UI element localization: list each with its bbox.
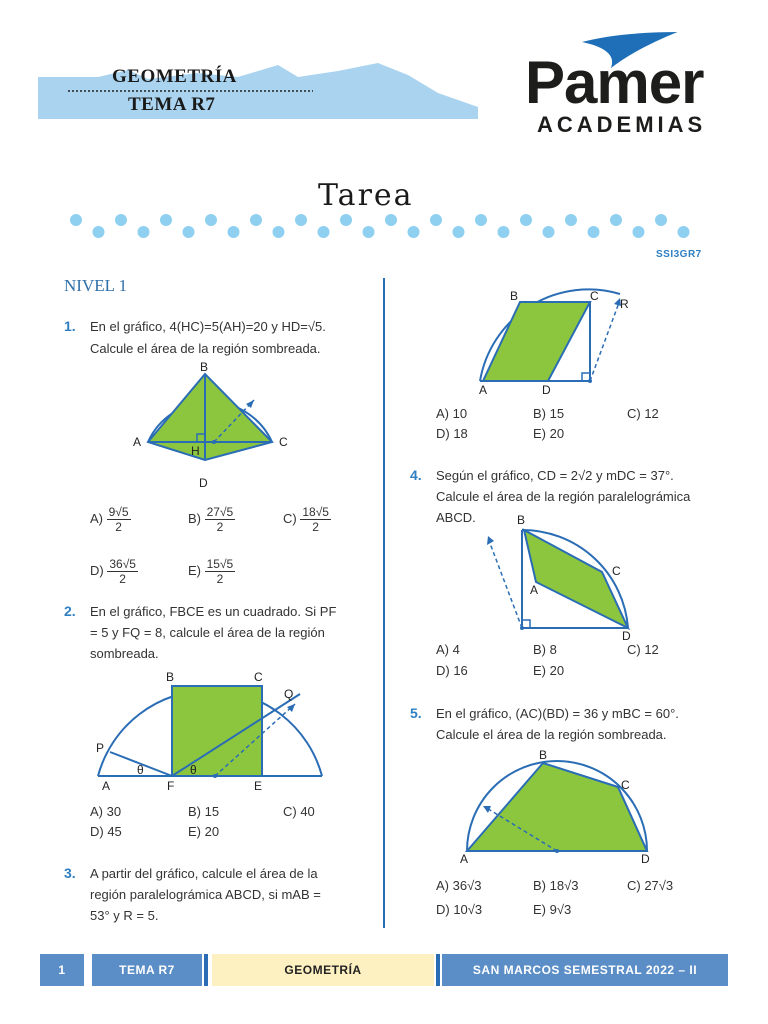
footer-page-number: 1 [40, 954, 84, 986]
footer-topic: TEMA R7 [92, 954, 202, 986]
q5-label-a: A [460, 852, 469, 866]
q3-label-a: A [479, 383, 488, 397]
decorative-dot [655, 214, 667, 226]
option[interactable]: B) $\frac{27√5}{2}$ [188, 505, 234, 534]
column-divider [383, 278, 385, 928]
option[interactable]: A) 36√3 [436, 878, 482, 893]
q1-label-d: D [199, 476, 208, 490]
decorative-dot [565, 214, 577, 226]
q2-label-a: A [102, 779, 111, 793]
option[interactable]: E) $\frac{15√5}{2}$ [188, 557, 234, 586]
nivel-heading: NIVEL 1 [64, 276, 128, 295]
question-4-text-line1: Según el gráfico, CD = 2√2 y mDC = 37°. [436, 468, 674, 483]
question-4-figure [470, 510, 640, 640]
decorative-dot [520, 214, 532, 226]
option[interactable]: D) 18 [436, 426, 468, 441]
brand-subtitle: ACADEMIAS [537, 112, 707, 137]
decorative-dot [160, 214, 172, 226]
header-subject: GEOMETRÍA [112, 66, 237, 87]
decorative-dot [610, 214, 622, 226]
q1-label-h: H [191, 444, 200, 458]
option[interactable]: D) 10√3 [436, 902, 483, 917]
option[interactable]: E) 20 [533, 426, 565, 441]
option[interactable]: D) 45 [90, 824, 122, 839]
question-1-text-line2: Calcule el área de la región sombreada. [90, 341, 321, 356]
decorative-dot [408, 226, 420, 238]
question-2-text-line2: = 5 y FQ = 8, calcule el área de la región [90, 625, 325, 640]
q2-label-e: E [254, 779, 263, 793]
option[interactable]: D) $\frac{36√5}{2}$ [90, 557, 136, 586]
question-4-text-line3: ABCD. [436, 510, 476, 525]
option[interactable]: B) 15 [533, 406, 565, 421]
q5-label-b: B [539, 748, 548, 762]
question-2-figure [90, 666, 340, 796]
option[interactable]: B) 18√3 [533, 878, 579, 893]
header-topic: TEMA R7 [128, 94, 216, 115]
q5-label-c: C [621, 778, 630, 792]
option[interactable]: A) 4 [436, 642, 460, 657]
q4-label-d: D [622, 629, 631, 640]
question-1-options [90, 505, 370, 595]
decorative-dot [385, 214, 397, 226]
decorative-dot [430, 214, 442, 226]
option[interactable]: C) 12 [627, 642, 659, 657]
q2-label-p: P [96, 741, 105, 755]
option[interactable]: B) 8 [533, 642, 557, 657]
option[interactable]: A) $\frac{9√5}{2}$ [90, 505, 129, 534]
q4-label-c: C [612, 564, 621, 578]
header-banner [38, 55, 488, 125]
q3-label-b: B [510, 289, 519, 303]
q2-label-theta2: θ [190, 763, 197, 777]
decorative-dot [498, 226, 510, 238]
decorative-dot [115, 214, 127, 226]
decorative-dot-border [66, 212, 706, 240]
question-4-text-line2: Calcule el área de la región paralelográmica [436, 489, 691, 504]
footer-separator [204, 954, 208, 986]
option[interactable]: E) 9√3 [533, 902, 572, 917]
decorative-dot [678, 226, 690, 238]
decorative-dot [340, 214, 352, 226]
q5-label-d: D [641, 852, 650, 866]
footer-subject: GEOMETRÍA [212, 954, 434, 986]
q2-label-f: F [167, 779, 175, 793]
option[interactable]: D) 16 [436, 663, 468, 678]
q1-label-b: B [200, 360, 209, 374]
q2-label-theta1: θ [137, 763, 144, 777]
q3-label-c: C [590, 289, 599, 303]
q1-label-c: C [279, 435, 288, 449]
decorative-dot [453, 226, 465, 238]
q2-label-q: Q [284, 687, 294, 701]
question-3-text-line1: A partir del gráfico, calcule el área de la [90, 866, 318, 881]
option[interactable]: E) 20 [188, 824, 220, 839]
option[interactable]: A) 10 [436, 406, 468, 421]
decorative-dot [633, 226, 645, 238]
question-2-text-line3: sombreada. [90, 646, 159, 661]
decorative-dot [588, 226, 600, 238]
q3-label-r: R [620, 297, 629, 311]
question-2-number: 2. [64, 603, 76, 619]
option[interactable]: E) 20 [533, 663, 565, 678]
footer-separator [436, 954, 440, 986]
q2-label-b: B [166, 670, 175, 684]
option[interactable]: C) $\frac{18√5}{2}$ [283, 505, 329, 534]
page-title: Tarea [318, 178, 414, 213]
decorative-dot [273, 226, 285, 238]
question-2-text-line1: En el gráfico, FBCE es un cuadrado. Si PF [90, 604, 337, 619]
decorative-dot [138, 226, 150, 238]
q4-label-a: A [530, 583, 539, 597]
question-5-text-line1: En el gráfico, (AC)(BD) = 36 y mBC = 60°. [436, 706, 679, 721]
document-code: SSI3GR7 [656, 249, 702, 260]
decorative-dot [250, 214, 262, 226]
footer-course: SAN MARCOS SEMESTRAL 2022 – II [442, 954, 728, 986]
decorative-dot [93, 226, 105, 238]
option[interactable]: C) 40 [283, 804, 315, 819]
decorative-dot [543, 226, 555, 238]
decorative-dot [318, 226, 330, 238]
question-1-text-line1: En el gráfico, 4(HC)=5(AH)=20 y HD=√5. [90, 319, 326, 334]
question-5-number: 5. [410, 705, 422, 721]
decorative-dot [183, 226, 195, 238]
option[interactable]: C) 12 [627, 406, 659, 421]
decorative-dot [295, 214, 307, 226]
question-5-text-line2: Calcule el área de la región sombreada. [436, 727, 667, 742]
q1-label-a: A [133, 435, 142, 449]
decorative-dot [205, 214, 217, 226]
question-1-figure [130, 360, 300, 490]
question-1-number: 1. [64, 318, 76, 334]
option[interactable]: A) 30 [90, 804, 122, 819]
option[interactable]: B) 15 [188, 804, 220, 819]
decorative-dot [70, 214, 82, 226]
question-3-text-line2: región paralelográmica ABCD, si mAB = [90, 887, 321, 902]
decorative-dot [475, 214, 487, 226]
option[interactable]: C) 27√3 [627, 878, 674, 893]
q2-label-c: C [254, 670, 263, 684]
q4-label-b: B [517, 513, 526, 527]
brand-name: Pamer [525, 49, 704, 116]
decorative-dot [228, 226, 240, 238]
question-3-text-line3: 53° y R = 5. [90, 908, 159, 923]
question-3-figure [470, 286, 640, 401]
question-5-figure [455, 745, 665, 870]
q3-label-d: D [542, 383, 551, 397]
question-3-number: 3. [64, 865, 76, 881]
decorative-dot [363, 226, 375, 238]
question-4-number: 4. [410, 467, 422, 483]
